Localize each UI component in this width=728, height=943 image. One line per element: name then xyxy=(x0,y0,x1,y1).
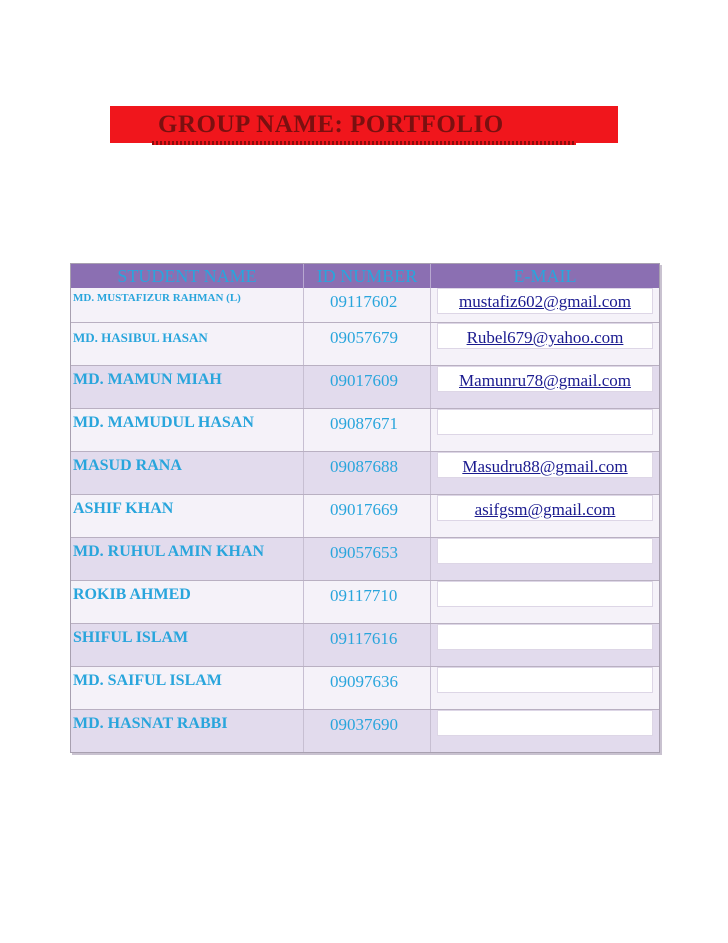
id-cell xyxy=(304,710,431,752)
email-cell xyxy=(431,452,659,494)
email-cell xyxy=(431,323,659,365)
name-cell xyxy=(71,581,304,623)
header-id-number: ID NUMBER xyxy=(304,264,431,288)
student-name: MD. MAMUN MIAH xyxy=(73,371,222,388)
email-cell xyxy=(431,495,659,537)
student-id: 09017609 xyxy=(330,371,398,390)
email-link[interactable]: asifgsm@gmail.com xyxy=(474,500,616,519)
email-box xyxy=(437,538,653,564)
student-id: 09057653 xyxy=(330,543,398,562)
page-title: GROUP NAME: PORTFOLIO xyxy=(158,111,504,138)
header-student-name: STUDENT NAME xyxy=(71,264,304,288)
email-cell xyxy=(431,667,659,709)
id-cell xyxy=(304,323,431,365)
email-box xyxy=(437,710,653,736)
email-box xyxy=(437,624,653,650)
table-row xyxy=(71,623,659,666)
id-cell xyxy=(304,538,431,580)
title-underline xyxy=(152,141,576,145)
id-cell xyxy=(304,409,431,451)
email-box xyxy=(437,667,653,693)
name-cell xyxy=(71,366,304,408)
table-row xyxy=(71,288,659,322)
student-id: 09017669 xyxy=(330,500,398,519)
email-cell xyxy=(431,288,659,322)
student-id: 09037690 xyxy=(330,715,398,734)
student-id: 09087688 xyxy=(330,457,398,476)
name-cell xyxy=(71,323,304,365)
email-link[interactable]: Masudru88@gmail.com xyxy=(462,457,628,476)
table-row xyxy=(71,451,659,494)
id-cell xyxy=(304,366,431,408)
name-cell xyxy=(71,409,304,451)
table-row xyxy=(71,537,659,580)
student-name: MD. HASIBUL HASAN xyxy=(73,330,208,345)
id-cell xyxy=(304,288,431,322)
table-row xyxy=(71,666,659,709)
student-name: MD. HASNAT RABBI xyxy=(73,715,228,732)
student-id: 09117710 xyxy=(330,586,398,605)
table-row xyxy=(71,365,659,408)
student-name: MD. MAMUDUL HASAN xyxy=(73,414,254,431)
name-cell xyxy=(71,667,304,709)
id-cell xyxy=(304,581,431,623)
table-header xyxy=(71,264,659,288)
name-cell xyxy=(71,288,304,322)
student-id: 09117602 xyxy=(330,292,398,311)
name-cell xyxy=(71,538,304,580)
name-cell xyxy=(71,710,304,752)
email-link[interactable]: Mamunru78@gmail.com xyxy=(459,371,631,390)
student-id: 09097636 xyxy=(330,672,398,691)
student-id: 09117616 xyxy=(330,629,398,648)
student-name: MD. MUSTAFIZUR RAHMAN (L) xyxy=(73,292,241,304)
email-cell xyxy=(431,710,659,752)
student-name: ASHIF KHAN xyxy=(73,500,174,517)
student-id: 09057679 xyxy=(330,328,398,347)
name-cell xyxy=(71,495,304,537)
email-cell xyxy=(431,538,659,580)
table-row xyxy=(71,709,659,752)
table-row xyxy=(71,580,659,623)
student-name: MD. RUHUL AMIN KHAN xyxy=(73,543,265,560)
email-cell xyxy=(431,409,659,451)
name-cell xyxy=(71,452,304,494)
email-cell xyxy=(431,366,659,408)
id-cell xyxy=(304,495,431,537)
email-cell xyxy=(431,624,659,666)
student-name: SHIFUL ISLAM xyxy=(73,629,189,646)
student-name: ROKIB AHMED xyxy=(73,586,191,603)
table-row xyxy=(71,494,659,537)
table-body xyxy=(71,288,659,752)
student-name: MASUD RANA xyxy=(73,457,182,474)
header-email: E-MAIL xyxy=(513,265,577,286)
student-id: 09087671 xyxy=(330,414,398,433)
id-cell xyxy=(304,452,431,494)
student-table xyxy=(70,263,660,753)
email-link[interactable]: Rubel679@yahoo.com xyxy=(466,328,624,347)
id-cell xyxy=(304,624,431,666)
email-box xyxy=(437,581,653,607)
student-name: MD. SAIFUL ISLAM xyxy=(73,672,222,689)
email-cell xyxy=(431,581,659,623)
name-cell xyxy=(71,624,304,666)
table-row xyxy=(71,322,659,365)
email-link[interactable]: mustafiz602@gmail.com xyxy=(459,292,631,311)
id-cell xyxy=(304,667,431,709)
table-row xyxy=(71,408,659,451)
email-box xyxy=(437,409,653,435)
